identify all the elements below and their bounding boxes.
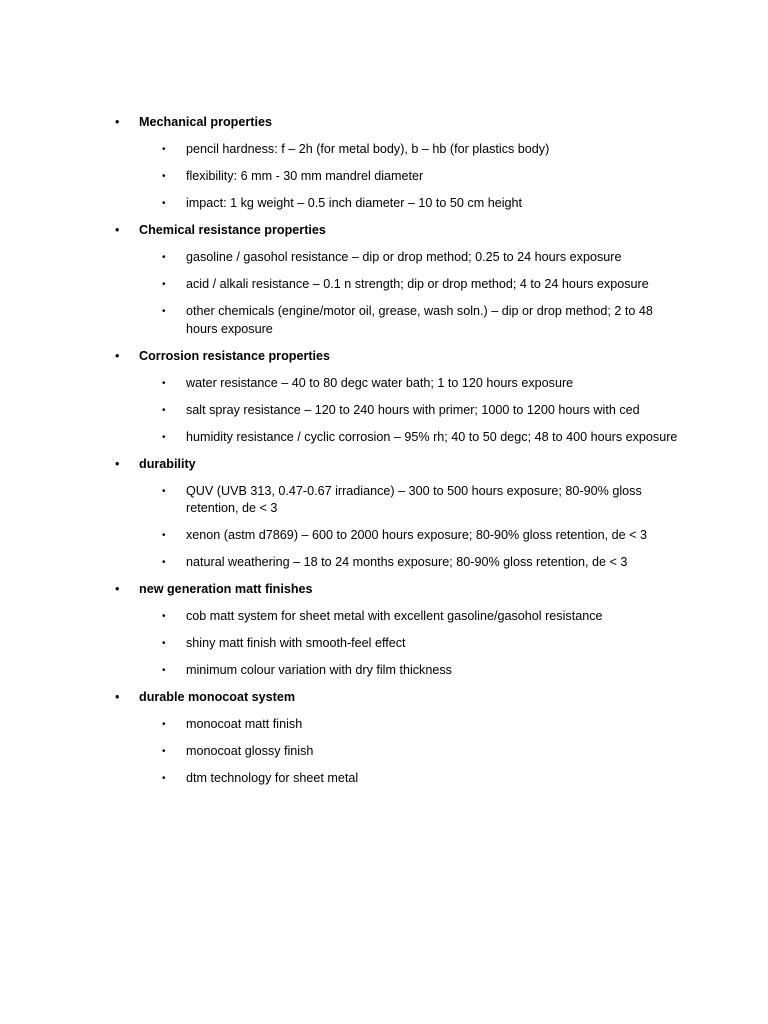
bullet-icon: •: [115, 582, 120, 596]
list-item-text: shiny matt finish with smooth-feel effect: [186, 636, 406, 650]
list-item: [0, 168, 768, 186]
bullet-icon: •: [115, 690, 120, 704]
section-heading-text: new generation matt finishes: [139, 582, 313, 596]
list-item: [0, 554, 768, 572]
bullet-icon: •: [162, 530, 166, 541]
bullet-icon: •: [162, 404, 166, 416]
section-heading-text: Mechanical properties: [139, 115, 272, 129]
bullet-icon: •: [162, 171, 166, 182]
list-item: [0, 770, 768, 788]
bullet-icon: •: [115, 223, 120, 237]
bullet-icon: •: [162, 279, 166, 290]
list-item: [0, 483, 768, 518]
list-item-text: flexibility: 6 mm - 30 mm mandrel diameter: [186, 169, 424, 183]
bullet-icon: •: [162, 557, 166, 568]
section-heading-text: durability: [139, 456, 196, 471]
list-item-text: other chemicals (engine/motor oil, grease, wash soln.) – dip or drop method; 2 to 48 hours exposure: [186, 304, 653, 336]
bullet-icon: •: [115, 115, 120, 129]
bullet-icon: •: [115, 456, 120, 471]
section-heading: [0, 114, 768, 132]
bullet-icon: •: [162, 746, 166, 757]
bullet-icon: •: [162, 665, 166, 676]
section-heading: [0, 348, 768, 366]
list-item-text: natural weathering – 18 to 24 months exposure; 80-90% gloss retention, de < 3: [186, 555, 628, 569]
bullet-icon: •: [162, 431, 166, 443]
list-item: [0, 608, 768, 626]
section-monocoat-system: [0, 689, 768, 788]
bullet-icon: •: [162, 252, 166, 263]
list-item: [0, 402, 768, 420]
list-item-text: monocoat matt finish: [186, 717, 303, 731]
section-chemical-resistance: [0, 222, 768, 338]
bullet-icon: •: [162, 638, 166, 649]
list-item-text: humidity resistance / cyclic corrosion – 95% rh; 40 to 50 degc; 48 to 400 hours exposure: [186, 429, 678, 444]
list-item: [0, 141, 768, 159]
bullet-icon: •: [162, 485, 166, 497]
section-durability: [0, 456, 768, 572]
list-item-text: minimum colour variation with dry film thickness: [186, 663, 452, 677]
section-mechanical-properties: [0, 114, 768, 213]
list-item: [0, 195, 768, 213]
list-item: [0, 303, 768, 338]
list-item-text: salt spray resistance – 120 to 240 hours with primer; 1000 to 1200 hours with ced: [186, 402, 640, 417]
list-item: [0, 743, 768, 761]
list-item: [0, 429, 768, 447]
list-item-text: acid / alkali resistance – 0.1 n strength; dip or drop method; 4 to 24 hours exposure: [186, 277, 649, 291]
bullet-icon: •: [162, 198, 166, 209]
section-heading: [0, 689, 768, 707]
list-item: [0, 276, 768, 294]
list-item: [0, 249, 768, 267]
list-item-text: water resistance – 40 to 80 degc water bath; 1 to 120 hours exposure: [186, 375, 574, 390]
list-item-text: dtm technology for sheet metal: [186, 771, 359, 785]
section-heading-text: Corrosion resistance properties: [139, 348, 331, 363]
list-item-text: QUV (UVB 313, 0.47-0.67 irradiance) – 300 to 500 hours exposure; 80-90% gloss retention, de < 3: [186, 483, 642, 515]
section-heading-text: durable monocoat system: [139, 690, 296, 704]
list-item: [0, 716, 768, 734]
list-item-text: xenon (astm d7869) – 600 to 2000 hours exposure; 80-90% gloss retention, de < 3: [186, 528, 648, 542]
section-heading: [0, 222, 768, 240]
list-item: [0, 662, 768, 680]
list-item-text: gasoline / gasohol resistance – dip or drop method; 0.25 to 24 hours exposure: [186, 250, 622, 264]
list-item: [0, 527, 768, 545]
list-item-text: pencil hardness: f – 2h (for metal body), b – hb (for plastics body): [186, 142, 550, 156]
section-matt-finishes: [0, 581, 768, 680]
section-heading-text: Chemical resistance properties: [139, 223, 326, 237]
document-body: [0, 114, 768, 788]
list-item-text: cob matt system for sheet metal with excellent gasoline/gasohol resistance: [186, 609, 603, 623]
bullet-icon: •: [162, 773, 166, 784]
list-item-text: impact: 1 kg weight – 0.5 inch diameter – 10 to 50 cm height: [186, 196, 523, 210]
bullet-icon: •: [162, 144, 166, 155]
section-heading: [0, 456, 768, 474]
bullet-icon: •: [162, 377, 166, 389]
list-item-text: monocoat glossy finish: [186, 744, 314, 758]
list-item: [0, 375, 768, 393]
section-heading: [0, 581, 768, 599]
bullet-icon: •: [162, 306, 166, 317]
list-item: [0, 635, 768, 653]
section-corrosion-resistance: [0, 348, 768, 447]
bullet-icon: •: [162, 611, 166, 622]
bullet-icon: •: [162, 719, 166, 730]
bullet-icon: •: [115, 348, 120, 363]
